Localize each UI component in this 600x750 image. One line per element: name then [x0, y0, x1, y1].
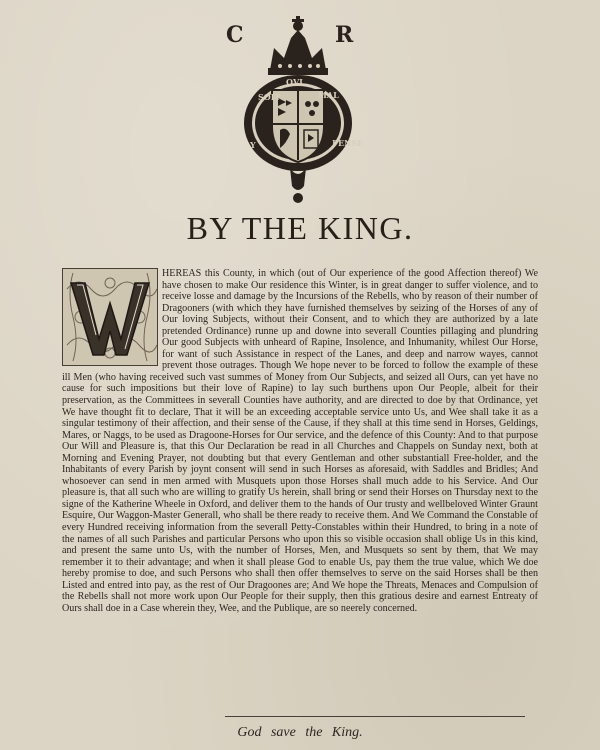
- proclamation-title: BY THE KING.: [186, 210, 414, 246]
- svg-text:SOIT: SOIT: [258, 92, 281, 102]
- svg-text:QVI: QVI: [286, 77, 303, 87]
- svg-text:MAL: MAL: [318, 90, 339, 100]
- closing-line: God save the King.: [237, 725, 363, 740]
- svg-text:Y: Y: [250, 140, 256, 150]
- top-rule: [225, 716, 525, 717]
- royal-cypher-c: C: [226, 22, 244, 48]
- svg-text:PENSE: PENSE: [332, 138, 364, 148]
- proclamation-body: [62, 268, 538, 614]
- royal-cypher-r: R: [335, 22, 354, 48]
- dropcap-spacer: [62, 268, 160, 361]
- royal-coat-of-arms-icon: [228, 8, 368, 208]
- proclamation-text: HEREAS this County, in which (out of Our experience of the good Affection thereof) We have chosen to make Our residence this Winter, is in great danger to suffer violence, and to receive losse and damage by the Incursions of the Rebells, who by reason of their number of Dragooners (with which they have furnished themselves by seizing of the Horses of any of Our loving Subjects, without their Consent, and to which they are authorized by a late pretended Ordinance) runne up and downe into severall Counties pillaging and plundring Our good Subjects with unheard of Rapine, Insolence, and Inhumanity, whilest Our Horse, for want of such Assistance in respect of the Lanes, and deep and narrow wayes, cannot prevent those outrages. Though We hope never to be forced to follow the example of these ill Men (who having received such vast summes of Money from Our Subjects, and seized all Ours, can yet have no cause for such impositions but their love of Rapine) to lay such burthens upon Our People, albeit for their preservation, as the Committees in severall Counties have authority, and are directed to doe by that Ordinance, yet We have thought fit to declare, That it will be an exceeding acceptable service unto Us, and Wee shall take it as a singular testimony of their affection, and their sense of the Cause, if they shall at this time send in Horses, Geldings, Mares, or Naggs, to be used as Dragoone-Horses for Our service, and the defence of this County: And to that purpose Our Will and Pleasure is, that this Our Declaration be read in all Churches and Chappels on Sunday next, both at Morning and Evening Prayer, not doubting but that every Gentleman and other substantiall Free-holder, and the Inhabitants of every Parish by joynt consent will send in such Horses as aforesaid, with Saddles and Bridles; And whosoever can send in men armed with Musquets upon those Horses shall much adde to his Service. And Our pleasure is, that all such who are willing to gratify Us herein, shall bring or send their Horses on Thursday next to the signe of the Katherine Wheele in Oxford, and deliver them to the hands of Our trusty and wellbeloved Winter Graunt Esquire, Our Waggon-Master Generall, who shall be there ready to receive them. And We Command the Constable of every Hundred receiving information from the severall Petty-Constables within their Hundred, to bring in a note of the names of all such Parishes and particular Persons who upon this so visible occasion shall oblige Us in this kind, and present the same unto Us, with the number of Horses, Men, and Musquets so sent by them, that We may remember it to their advantage; and when it shall please God to enable Us, pay them the true value, which We doe hereby promise to doe, and such Persons who shall then offer themselves to serve on the said Horses shall be then Listed and entred into pay, as the rest of Our Dragoones are; And We hope the Threats, Menaces and Compulsion of the Rebells shall not more work upon Our People for their supply, then this gratious desire and earnest Entreaty of Ours shall doe in a Case wherein they, Wee, and the Publique, are so neerely concerned.: [62, 268, 538, 614]
